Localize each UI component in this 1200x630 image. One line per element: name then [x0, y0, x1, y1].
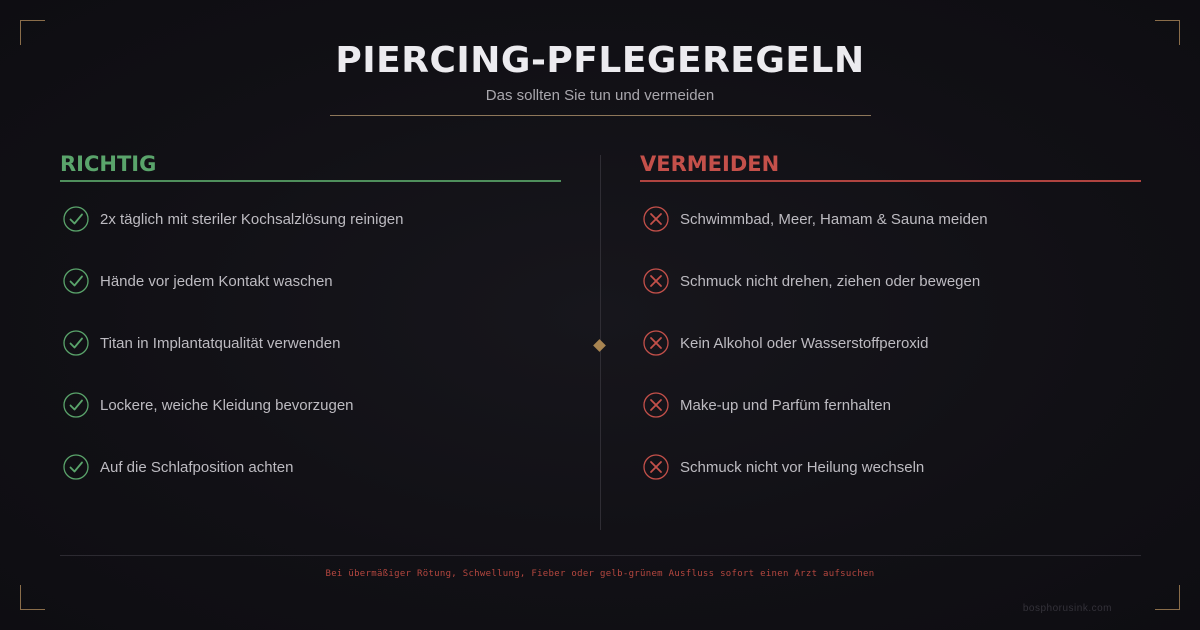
avoid-item: [640, 374, 1141, 436]
do-item: [60, 312, 561, 374]
avoid-item-text: Kein Alkohol oder Wasserstoffperoxid: [680, 334, 929, 352]
do-item-text: Titan in Implantatqualität verwenden: [100, 334, 341, 352]
do-item: [60, 250, 561, 312]
x-circle-icon: [642, 453, 670, 481]
do-item-text: Auf die Schlafposition achten: [100, 458, 294, 476]
footer-warning: Bei übermäßiger Rötung, Schwellung, Fieber oder gelb-grünem Ausfluss sofort einen Arzt aufsuchen: [325, 569, 875, 579]
avoid-column: [640, 150, 1141, 498]
avoid-item-text: Schwimmbad, Meer, Hamam & Sauna meiden: [680, 210, 988, 228]
avoid-item-text: Schmuck nicht vor Heilung wechseln: [680, 458, 925, 476]
avoid-heading: VERMEIDEN: [640, 150, 1141, 182]
check-circle-icon: [62, 391, 90, 419]
x-circle-icon: [642, 205, 670, 233]
do-heading: RICHTIG: [60, 150, 561, 182]
do-item: [60, 188, 561, 250]
divider-diamond-ornament: [593, 339, 606, 352]
do-list: [60, 188, 561, 498]
corner-ornament-bottom-right: [1155, 585, 1180, 610]
avoid-item-text: Schmuck nicht drehen, ziehen oder bewegen: [680, 272, 981, 290]
page-subtitle: Das sollten Sie tun und vermeiden: [485, 87, 715, 104]
x-circle-icon: [642, 267, 670, 295]
title-divider: [330, 115, 871, 116]
do-item-text: Hände vor jedem Kontakt waschen: [100, 272, 333, 290]
x-circle-icon: [642, 391, 670, 419]
avoid-item: [640, 436, 1141, 498]
check-circle-icon: [62, 205, 90, 233]
do-item-text: Lockere, weiche Kleidung bevorzugen: [100, 396, 354, 414]
page-title: PIERCING-PFLEGEREGELN: [335, 40, 865, 81]
watermark: bosphorusink.com: [1022, 603, 1112, 614]
do-item: [60, 436, 561, 498]
x-circle-icon: [642, 329, 670, 357]
do-column: [60, 150, 561, 498]
avoid-item-text: Make-up und Parfüm fernhalten: [680, 396, 891, 414]
check-circle-icon: [62, 267, 90, 295]
do-item: [60, 374, 561, 436]
corner-ornament-bottom-left: [20, 585, 45, 610]
footer-divider: [60, 555, 1141, 556]
do-item-text: 2x täglich mit steriler Kochsalzlösung reinigen: [100, 210, 404, 228]
check-circle-icon: [62, 453, 90, 481]
avoid-item: [640, 312, 1141, 374]
avoid-item: [640, 250, 1141, 312]
avoid-list: [640, 188, 1141, 498]
avoid-item: [640, 188, 1141, 250]
check-circle-icon: [62, 329, 90, 357]
